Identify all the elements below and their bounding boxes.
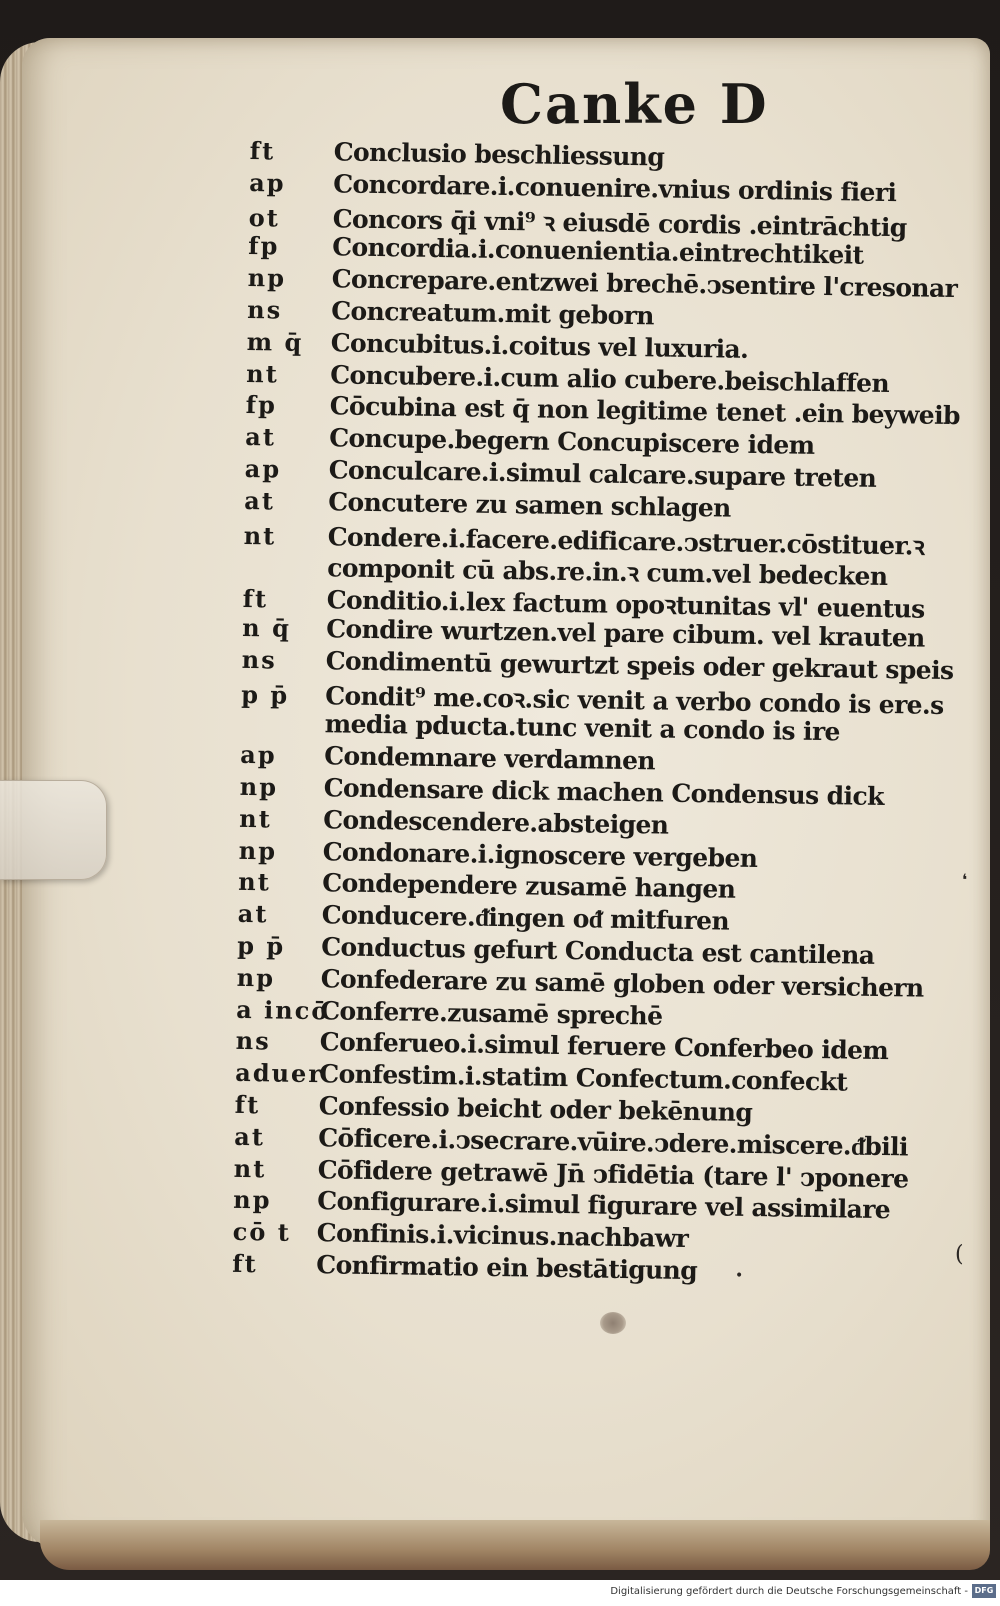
margin-mark: ( — [955, 1242, 964, 1267]
entry-text: Conferueo.i.simul feruere Conferbeo idem — [319, 1027, 889, 1066]
entry-text: Concupe.begern Concupiscere idem — [329, 423, 815, 461]
entry-text: componit cū abs.re.in.ꝛ cum.vel bedecken — [326, 553, 888, 592]
entry-code: aduer — [235, 1057, 324, 1089]
ink-blot — [600, 1312, 626, 1334]
book-bottom-edge — [40, 1520, 990, 1570]
entry-text: Condimentū gewurtzt speis oder gekraut speis — [325, 646, 954, 685]
entry-code: ns — [247, 294, 283, 325]
entry-text: Concors q̄i vni⁹ ꝛ eiusdē cordis .eintrāchtig — [332, 203, 907, 242]
entry-text: Conducere.ᵭingen oᵭ mitfuren — [321, 900, 730, 936]
page-clip — [0, 780, 107, 880]
entry-text: Concutere zu samen schlagen — [328, 487, 731, 523]
entry-code: cō t — [232, 1216, 292, 1247]
entry-text: Concubere.i.cum alio cubere.beischlaffen — [330, 359, 890, 398]
entry-code: ns — [241, 644, 277, 675]
entry-code — [241, 731, 325, 732]
entry-text: Concreatum.mit geborn — [331, 296, 655, 331]
entry-code: nt — [243, 520, 277, 551]
entry-text: Condere.i.facere.edificare.ↄstruer.cōstituer.ꝛ — [327, 521, 925, 561]
margin-mark: ❛ — [962, 870, 968, 889]
entry-text: Concrepare.entzwei brechē.ↄsentire l'cresonar — [331, 264, 958, 304]
entry-text: Confederare zu samē globen oder versichern — [320, 963, 924, 1003]
entry-text: Configurare.i.simul figurare vel assimilare — [317, 1186, 891, 1225]
entry-code: p p̄ — [241, 679, 290, 710]
entry-code: fp — [248, 231, 280, 261]
entry-code: a incō — [236, 994, 330, 1025]
entry-code: ot — [248, 202, 281, 233]
entry-code: ft — [234, 1089, 261, 1120]
entry-code: ap — [240, 740, 277, 770]
entry-text: Conclusio beschliessung — [333, 137, 665, 172]
entry-text: Condescendere.absteigen — [323, 804, 669, 840]
entry-code: np — [233, 1185, 272, 1215]
entry-code: at — [234, 1121, 266, 1152]
entry-code: ft — [242, 584, 269, 614]
entry-code: np — [239, 771, 279, 802]
entry-code: ft — [249, 136, 276, 166]
entry-text: Conferre.zusamē sprechē — [320, 995, 663, 1031]
entry-text: Condit⁹ me.coꝛ.sic venit a verbo condo is ere.s — [324, 680, 944, 720]
entry-text: Confestim.i.statim Confectum.confeckt — [319, 1059, 848, 1097]
page-header: Canke D — [500, 72, 769, 136]
entry-text: media pducta.tunc venit a condo is ire — [324, 709, 841, 747]
entry-text: Conductus gefurt Conducta est cantilena — [321, 932, 875, 970]
entry-code: np — [236, 962, 276, 993]
entry-code: m q̄ — [246, 326, 304, 357]
entry-code: ns — [235, 1026, 271, 1056]
entry-text: Concubitus.i.coitus vel luxuria. — [330, 328, 749, 364]
entry-text: Cōficere.i.ↄsecrare.vūire.ↄdere.miscere.ᵭbili — [318, 1122, 909, 1162]
entry-code: n q̄ — [242, 612, 292, 643]
entry-code: ft — [232, 1248, 258, 1279]
entry-text: Condependere zusamē hangen — [322, 868, 736, 905]
entry-text: Condemnare verdamnen — [324, 741, 656, 776]
entry-code: np — [238, 835, 278, 866]
entry-code — [243, 575, 327, 576]
entry-text: Conculcare.i.simul calcare.supare treten — [328, 455, 877, 493]
entry-code: at — [244, 485, 276, 516]
entry-code: nt — [238, 867, 272, 897]
entry-text: Confirmatio ein bestātigung — [316, 1250, 698, 1286]
footer-credit: Digitalisierung gefördert durch die Deutsche Forschungsgemeinschaft - — [610, 1586, 968, 1597]
entry-code: nt — [239, 803, 273, 834]
entry-code: nt — [233, 1153, 267, 1183]
dfg-logo: DFG — [972, 1584, 996, 1598]
entry-code: p p̄ — [237, 930, 286, 961]
entry-text: Confinis.i.vicinus.nachbawr — [316, 1218, 689, 1254]
dictionary-entries — [232, 136, 985, 1292]
entry-text: Cōfidere getrawē Jn̄ ↄfidētia (tare l' ↄponere — [317, 1154, 909, 1193]
entry-text: Condire wurtzen.vel pare cibum. vel krauten — [326, 614, 926, 653]
entry-code: np — [247, 263, 287, 293]
entry-code: ap — [244, 453, 282, 484]
entry-text: Condensare dick machen Condensus dick — [323, 773, 885, 811]
entry-code: fp — [245, 390, 278, 420]
entry-text: Concordare.i.conuenire.vnius ordinis fieri — [333, 169, 897, 207]
entry-text: Conditio.i.lex factum opoꝛtunitas vl' euentus — [326, 585, 925, 624]
margin-mark: • — [735, 1268, 744, 1284]
entry-text: Cōcubina est q̄ non legitime tenet .ein beyweib — [329, 391, 961, 431]
entry-code: at — [245, 422, 277, 452]
entry-code: nt — [246, 358, 280, 389]
entry-text: Condonare.i.ignoscere vergeben — [322, 836, 758, 873]
entry-text: Confessio beicht oder bekēnung — [318, 1091, 753, 1127]
entry-text: Concordia.i.conuenientia.eintrechtikeit — [332, 232, 864, 271]
entry-code: ap — [249, 167, 286, 198]
entry-code: at — [237, 899, 269, 929]
